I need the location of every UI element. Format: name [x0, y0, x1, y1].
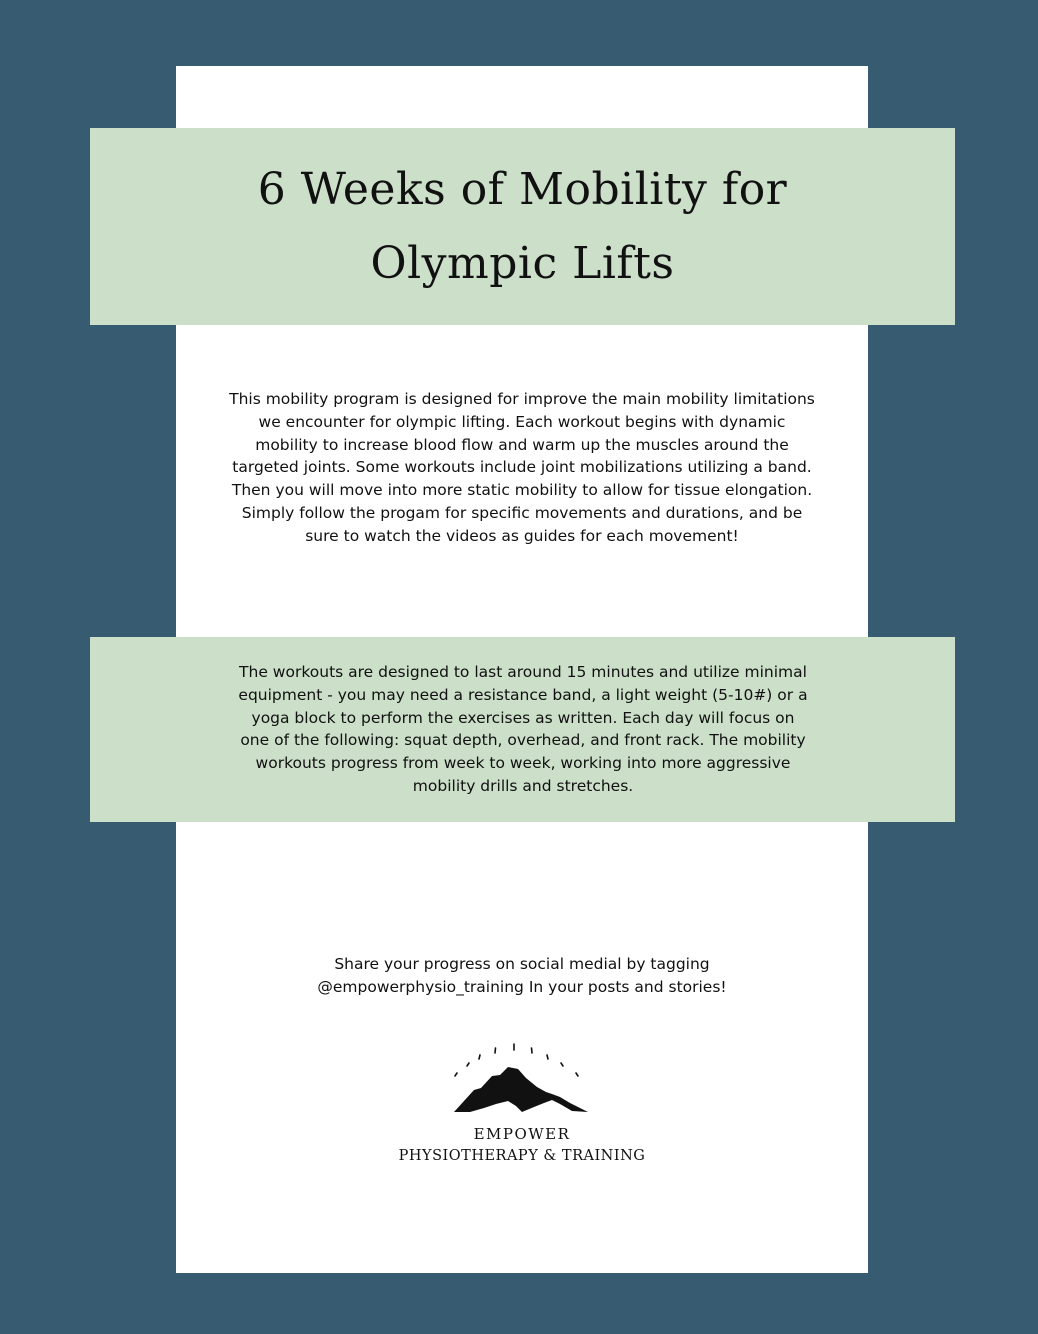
title-banner	[90, 128, 955, 325]
share-message: Share your progress on social medial by tagging @empowerphysio_training In your posts and stories!	[317, 955, 727, 996]
brand-tagline: PHYSIOTHERAPY & TRAINING	[398, 1148, 646, 1164]
intro-paragraph: This mobility program is designed for improve the main mobility limitations we encounter for olympic lifting. Each workout begins with dynamic mobility to increase blood flow and warm up the muscles around the targeted joints. Some workouts include joint mobilizations utilizing a band. Then you will move into more static mobility to allow for tissue elongation. Simply follow the progam for specific movements and durations, and be sure to watch the videos as guides for each movement!	[229, 390, 815, 545]
info-banner	[90, 637, 955, 822]
page-title: 6 Weeks of Mobility for Olympic Lifts	[257, 163, 788, 289]
info-paragraph: The workouts are designed to last around 15 minutes and utilize minimal equipment - you may need a resistance band, a light weight (5-10#) or a yoga block to perform the exercises as written. Each day will focus on one of the following: squat depth, overhead, and front rack. The mobility workouts progress from week to week, working into more aggressive mobility drills and stretches.	[238, 663, 808, 795]
brand-name: EMPOWER	[473, 1125, 571, 1143]
mountain-sunrise-icon	[448, 1042, 596, 1116]
